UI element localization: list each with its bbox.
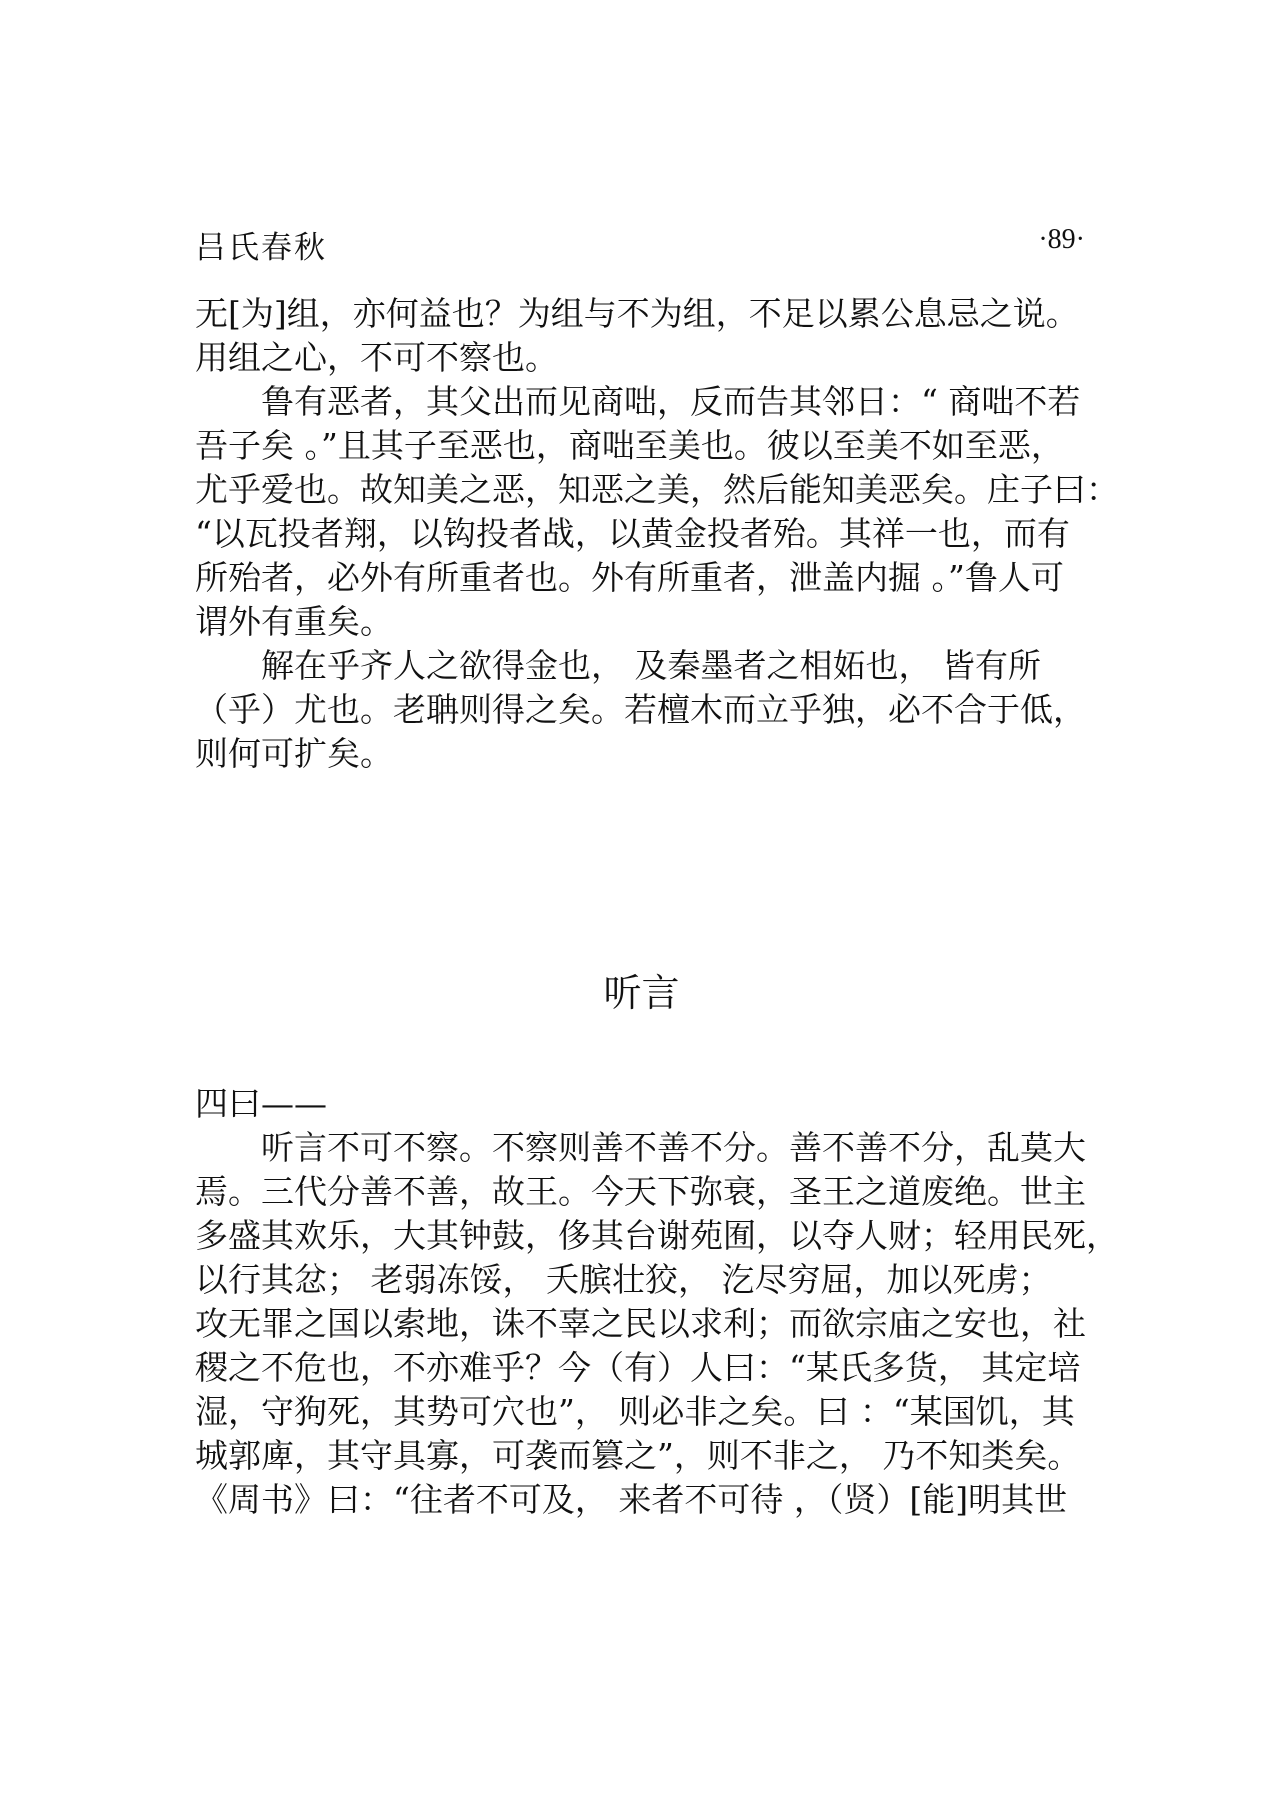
text-line: 所殆者，必外有所重者也。外有所重者，泄盖内掘 。”鲁人可	[195, 558, 1064, 597]
text-line: 无[为]组，亦何益也？为组与不为组，不足以累公息忌之说。	[195, 294, 1079, 333]
page-number: ·89·	[1038, 224, 1085, 255]
text-line: 听言不可不察。不察则善不善不分。善不善不分，乱莫大	[195, 1128, 1086, 1167]
text-line: 四曰——	[195, 1084, 327, 1123]
section-title: 听言	[603, 971, 680, 1015]
text-line: 尤乎爱也。故知美之恶，知恶之美，然后能知美恶矣。庄子曰：	[195, 470, 1119, 509]
text-line: 多盛其欢乐，大其钟鼓，侈其台谢苑囿，以夺人财；轻用民死，	[195, 1216, 1119, 1255]
text-line: 焉。三代分善不善，故王。今天下弥衰，圣王之道废绝。世主	[195, 1172, 1086, 1211]
text-line: 《周书》曰：“往者不可及， 来者不可待 ，（贤）[能]明其世	[195, 1480, 1068, 1519]
text-line: 谓外有重矣。	[195, 602, 393, 641]
text-line: 攻无罪之国以索地，诛不辜之民以求利；而欲宗庙之安也，社	[195, 1304, 1086, 1343]
book-title: 吕氏春秋	[195, 230, 327, 266]
running-head	[195, 222, 1085, 266]
text-line: 城郭庳，其守具寡，可袭而篡之”，则不非之， 乃不知类矣。	[195, 1436, 1081, 1475]
section-two-text	[195, 1082, 1119, 1522]
text-line: 湿，守狗死，其势可穴也”， 则必非之矣。曰 ：“某国饥，其	[195, 1392, 1075, 1431]
text-line: 用组之心，不可不察也。	[195, 338, 558, 377]
text-line: 解在乎齐人之欲得金也， 及秦墨者之相妬也， 皆有所	[195, 646, 1041, 685]
text-line: 则何可扩矣。	[195, 734, 393, 773]
text-line: 吾子矣 。”且其子至恶也，商咄至美也。彼以至美不如至恶，	[195, 426, 1064, 465]
text-line: 以行其忿； 老弱冻馁， 夭膑壮狡， 汔尽穷屈，加以死虏；	[195, 1260, 1052, 1299]
section-one-text	[195, 292, 1119, 776]
text-line: 稷之不危也，不亦难乎？今（有）人曰：“某氏多货， 其定培	[195, 1348, 1081, 1387]
text-line: （乎）尤也。老聃则得之矣。若檀木而立乎独，必不合于低，	[195, 690, 1086, 729]
text-line: 鲁有恶者，其父出而见商咄，反而告其邻日：“ 商咄不若	[195, 382, 1081, 421]
text-line: “以瓦投者翔，以钩投者战，以黄金投者殆。其祥一也，而有	[195, 514, 1070, 553]
